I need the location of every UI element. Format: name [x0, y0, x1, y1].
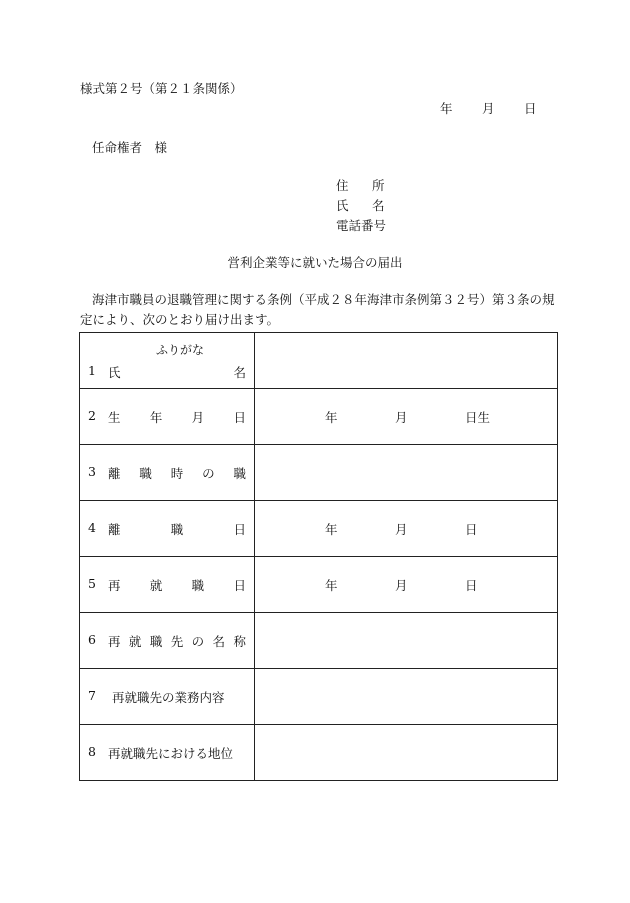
name-label: 氏 名 [336, 198, 385, 213]
addressee: 任命権者 様 [92, 140, 168, 155]
table-row-retirement-date: 4 離 職 日 年 月 日 [80, 501, 558, 557]
business-content-field[interactable] [255, 669, 558, 725]
table-row-position-at-retirement: 3 離 職 時 の 職 [80, 445, 558, 501]
submission-date [440, 99, 537, 117]
table-row-birthdate: 2 生 年 月 日 年 月 日生 [80, 389, 558, 445]
table-row-business-content: 7 再就職先の業務内容 [80, 669, 558, 725]
date-day-label: 日 [524, 101, 537, 116]
furigana-label: ふりがな [156, 342, 205, 357]
position-field[interactable] [255, 445, 558, 501]
name-field[interactable] [255, 333, 558, 389]
notification-table [79, 332, 558, 781]
document-title: 営利企業等に就いた場合の届出 [227, 255, 403, 270]
applicant-block [336, 176, 386, 236]
address-label: 住 所 [336, 178, 385, 193]
table-row-name: ふりがな 1 氏 名 [80, 333, 558, 389]
date-month-label: 月 [482, 101, 495, 116]
reemployment-date-field[interactable]: 年 月 日 [255, 557, 558, 613]
date-year-label: 年 [440, 101, 453, 116]
phone-label: 電話番号 [336, 218, 387, 233]
table-row-reemployment-date: 5 再 就 職 日 年 月 日 [80, 557, 558, 613]
table-row-employer-name: 6 再 就 職 先 の 名 称 [80, 613, 558, 669]
employer-name-field[interactable] [255, 613, 558, 669]
body-paragraph: 海津市職員の退職管理に関する条例（平成２８年海津市条例第３２号）第３条の規定により、次のとおり届け出ます。 [80, 292, 555, 327]
table-row-position-at-employer: 8 再就職先における地位 [80, 725, 558, 781]
retirement-date-field[interactable]: 年 月 日 [255, 501, 558, 557]
birthdate-field[interactable]: 年 月 日生 [255, 389, 558, 445]
employer-position-field[interactable] [255, 725, 558, 781]
form-number: 様式第２号（第２１条関係） [80, 81, 243, 96]
